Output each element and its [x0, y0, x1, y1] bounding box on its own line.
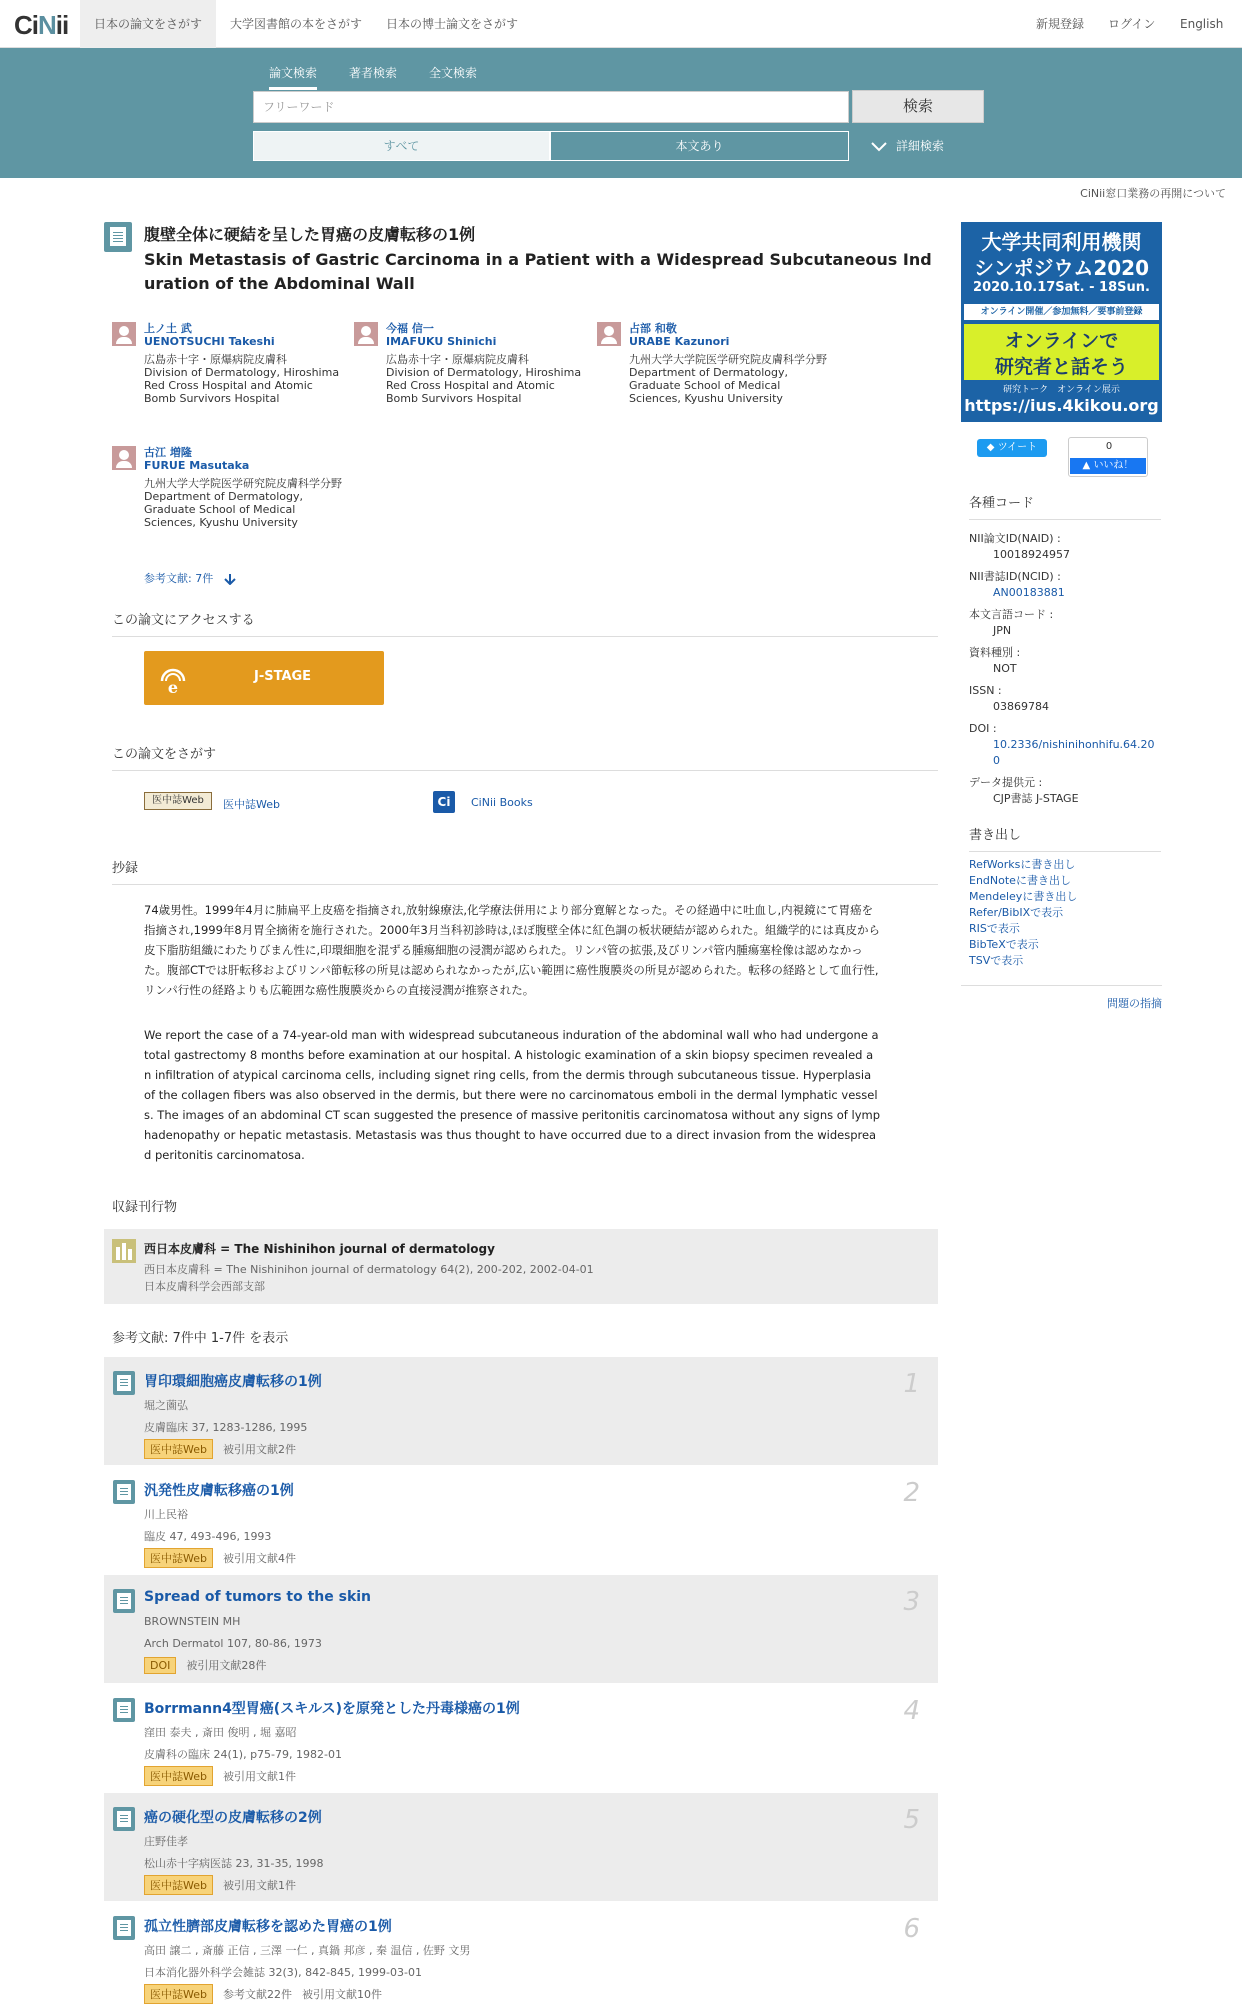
reference-authors: 窪田 泰夫 , 斎田 俊明 , 堀 嘉昭 [144, 1726, 297, 1739]
search-band [0, 48, 1242, 178]
reference-title[interactable]: Borrmann4型胃癌(スキルス)を原発とした丹毒様癌の1例 [144, 1701, 520, 1717]
top-bar [0, 0, 1242, 48]
find-heading: この論文をさがす [112, 743, 938, 771]
banner-line2: シンポジウム2020 [974, 256, 1149, 280]
tab-books[interactable]: 大学図書館の本をさがす [230, 17, 363, 31]
arrow-down-icon [223, 573, 237, 585]
cited-count[interactable]: 被引用文献1件 [222, 1879, 296, 1892]
reference-number: 5 [903, 1805, 920, 1835]
ncid-link[interactable]: AN00183881 [993, 586, 1065, 599]
journal-title[interactable]: 西日本皮膚科 = The Nishinihon journal of dermatology [144, 1242, 495, 1256]
document-icon [113, 1698, 135, 1722]
cited-count[interactable]: 被引用文献4件 [222, 1552, 296, 1565]
filter-fulltext[interactable]: 本文あり [550, 131, 849, 161]
reference-row [104, 1357, 938, 1465]
journal-bars-icon [112, 1239, 136, 1263]
ichushi-tag[interactable]: 医中誌Web [144, 1766, 213, 1786]
code-value: CJP書誌 J-STAGE [993, 792, 1079, 805]
cited-count[interactable]: 被引用文献1件 [222, 1770, 296, 1783]
avatar-icon [354, 322, 378, 346]
reference-authors: 川上民裕 [144, 1508, 188, 1521]
avatar-icon [112, 322, 136, 346]
reference-source: 日本消化器外科学会雑誌 32(3), 842-845, 1999-03-01 [144, 1966, 422, 1979]
cinii-books-icon[interactable]: Ci [433, 791, 455, 813]
references-heading: 参考文献: 7件中 1-7件 を表示 [112, 1331, 289, 1346]
ichushi-tag[interactable]: 医中誌Web [144, 1875, 213, 1895]
author-name-jp[interactable]: 占部 和敬 [629, 322, 677, 335]
journal-heading: 収録刊行物 [112, 1200, 178, 1215]
title-japanese: 腹壁全体に硬結を呈した胃癌の皮膚転移の1例 [144, 225, 476, 244]
banner-line1: 大学共同利用機関 [981, 230, 1142, 254]
reference-number: 3 [903, 1587, 920, 1617]
reference-count[interactable]: 参考文献22件 [222, 1988, 292, 2001]
svg-text:e: e [167, 678, 179, 695]
code-label: NII論文ID(NAID) : [969, 532, 1061, 545]
document-icon [113, 1480, 135, 1504]
doi-tag[interactable]: DOI [144, 1657, 176, 1674]
banner-line8: https://ius.4kikou.org [964, 396, 1159, 415]
symposium-banner[interactable] [961, 222, 1162, 422]
avatar-icon [112, 446, 136, 470]
code-value: JPN [993, 624, 1012, 637]
document-icon [113, 1916, 135, 1940]
export-links [969, 857, 1077, 969]
journal-publisher: 日本皮膚科学会西部支部 [144, 1280, 265, 1293]
author-name-jp[interactable]: 今福 信一 [386, 322, 434, 335]
author-name-en[interactable]: FURUE Masutaka [144, 459, 250, 472]
reference-source: 皮膚臨床 37, 1283-1286, 1995 [144, 1421, 308, 1434]
tab-papers[interactable]: 日本の論文をさがす [80, 0, 216, 48]
advanced-search-link[interactable] [870, 131, 944, 161]
reference-authors: 庄野佳孝 [144, 1835, 188, 1848]
code-label: DOI : [969, 722, 997, 735]
chevron-down-icon [870, 141, 888, 153]
like-widget [1068, 437, 1148, 477]
code-label: ISSN : [969, 684, 1002, 697]
codes-heading: 各種コード [969, 492, 1161, 520]
author-affiliation-en: Division of Dermatology, Hiroshima Red Cross Hospital and Atomic Bomb Survivors Hospital [144, 366, 340, 405]
ichushi-link[interactable]: 医中誌Web [223, 798, 280, 811]
reference-source: Arch Dermatol 107, 80-86, 1973 [144, 1637, 322, 1650]
like-button[interactable] [1070, 458, 1146, 474]
banner-line6: 研究者と話そう [994, 356, 1128, 378]
code-label: NII書誌ID(NCID) : [969, 570, 1061, 583]
author-affiliation-jp: 広島赤十字・原爆病院皮膚科 [144, 353, 287, 366]
tab-dissertations[interactable]: 日本の博士論文をさがす [386, 17, 519, 31]
author-name-en[interactable]: UENOTSUCHI Takeshi [144, 335, 275, 348]
export-bibtex[interactable]: BibTeXで表示 [969, 938, 1039, 951]
jstage-label: J-STAGE [254, 669, 312, 684]
title-english: Skin Metastasis of Gastric Carcinoma in a Patient with a Widespread Subcutaneous Induration of the Abdominal Wall [144, 250, 932, 293]
advanced-search-label: 詳細検索 [896, 139, 945, 153]
register-link[interactable]: 新規登録 [1036, 17, 1085, 31]
author-card [629, 322, 829, 405]
filter-all[interactable]: すべて [253, 131, 550, 161]
author-name-en[interactable]: URABE Kazunori [629, 335, 730, 348]
export-refworks[interactable]: RefWorksに書き出し [969, 858, 1076, 871]
document-icon [113, 1589, 135, 1613]
author-card [386, 322, 586, 405]
reference-number: 4 [903, 1696, 920, 1726]
bird-icon: ◆ [986, 442, 995, 453]
codes-list [969, 525, 1161, 807]
cinii-books-link[interactable]: CiNii Books [471, 796, 533, 809]
reference-authors: BROWNSTEIN MH [144, 1615, 241, 1628]
refs-jump-link[interactable] [144, 570, 237, 586]
login-link[interactable]: ログイン [1108, 17, 1156, 31]
export-mendeley[interactable]: Mendeleyに書き出し [969, 890, 1078, 903]
thumbs-up-icon: ▲ [1082, 460, 1091, 471]
author-name-jp[interactable]: 古江 増隆 [144, 446, 192, 459]
author-affiliation-en: Department of Dermatology, Graduate School of Medical Sciences, Kyushu University [144, 490, 304, 529]
access-heading: この論文にアクセスする [112, 609, 938, 637]
search-button[interactable]: 検索 [852, 90, 984, 123]
export-ris[interactable]: RISで表示 [969, 922, 1020, 935]
reference-authors: 堀之薗弘 [144, 1399, 188, 1412]
reference-number: 2 [903, 1478, 920, 1508]
reference-title[interactable]: 癌の硬化型の皮膚転移の2例 [144, 1810, 322, 1826]
code-label: データ提供元 : [969, 776, 1043, 789]
cinii-logo[interactable]: CiNii [14, 10, 69, 40]
reference-source: 皮膚科の臨床 24(1), p75-79, 1982-01 [144, 1748, 342, 1761]
reference-source: 松山赤十字病医誌 23, 31-35, 1998 [144, 1857, 324, 1870]
export-endnote[interactable]: EndNoteに書き出し [969, 874, 1071, 887]
tab-author-search[interactable]: 著者検索 [349, 66, 398, 80]
author-affiliation-jp: 広島赤十字・原爆病院皮膚科 [386, 353, 529, 366]
reference-authors: 高田 譲二 , 斎藤 正信 , 三澤 一仁 , 真鍋 邦彦 , 秦 温信 , 佐野 文男 [144, 1944, 471, 1957]
cited-count[interactable]: 被引用文献10件 [301, 1988, 382, 2001]
export-tsv[interactable]: TSVで表示 [969, 954, 1024, 967]
author-affiliation-jp: 九州大学大学院医学研究院皮膚科学分野 [629, 353, 827, 366]
notice-link[interactable]: CiNii窓口業務の再開について [1080, 187, 1226, 200]
jstage-button[interactable] [144, 651, 384, 705]
export-heading: 書き出し [969, 824, 1161, 852]
document-icon [113, 1371, 135, 1395]
jstage-e-icon [156, 661, 190, 695]
cited-count[interactable]: 被引用文献2件 [222, 1443, 296, 1456]
tweet-label: ツイート [997, 442, 1038, 453]
ichushi-tag[interactable]: 医中誌Web [144, 1984, 213, 2004]
reference-number: 6 [903, 1914, 920, 1944]
cited-count[interactable]: 被引用文献28件 [186, 1659, 267, 1672]
code-value: NOT [993, 662, 1017, 675]
avatar-icon [597, 322, 621, 346]
abstract-english: We report the case of a 74-year-old man with widespread subcutaneous induration of the abdominal wall who had undergone a total gastrectomy 8 months before examination at our hospital. A histologic examination of a skin biopsy specimen revealed an infiltration of atypical carcinoma cells, including signet ring cells, from the dermis through subcutaneous tissue. Hyperplasia of the collagen fibers was also observed in the dermis, but there were no carcinomatous emboli in the dermal lymphatic vessels. The images of an abdominal CT scan suggested the presence of massive peritonitis carcinomatosa without any signs of lymphadenopathy or hepatic metastasis. Metastasis was thus thought to have occurred due to a direct invasion from the widespread peritonitis carcinomatosa. [144, 1028, 881, 1162]
banner-line5: オンラインで [1004, 330, 1119, 352]
code-label: 本文言語コード : [969, 608, 1054, 621]
reference-number: 1 [903, 1369, 920, 1399]
reference-title[interactable]: 孤立性臍部皮膚転移を認めた胃癌の1例 [144, 1919, 392, 1935]
reference-title[interactable]: 胃印環細胞癌皮膚転移の1例 [144, 1374, 322, 1390]
article-icon [104, 222, 132, 256]
banner-line3: 2020.10.17Sat. - 18Sun. [973, 280, 1150, 295]
author-affiliation-en: Division of Dermatology, Hiroshima Red Cross Hospital and Atomic Bomb Survivors Hospital [386, 366, 582, 405]
reference-row [104, 1902, 938, 2000]
banner-line4: オンライン開催／参加無料／要事前登録 [964, 304, 1159, 320]
document-icon [113, 1807, 135, 1831]
reference-title[interactable]: Spread of tumors to the skin [144, 1589, 372, 1605]
author-name-en[interactable]: IMAFUKU Shinichi [386, 335, 497, 348]
report-problem-link[interactable]: 問題の指摘 [1107, 997, 1162, 1010]
code-value: 03869784 [993, 700, 1049, 713]
reference-row [104, 1793, 938, 1901]
tab-fulltext-search[interactable]: 全文検索 [429, 66, 478, 80]
code-label: 資料種別 : [969, 646, 1021, 659]
ichushi-tag[interactable]: 医中誌Web [144, 1548, 213, 1568]
journal-detail: 西日本皮膚科 = The Nishinihon journal of dermatology 64(2), 200-202, 2002-04-01 [144, 1263, 594, 1276]
code-value: 10018924957 [993, 548, 1070, 561]
reference-title[interactable]: 汎発性皮膚転移癌の1例 [144, 1483, 294, 1499]
abstract-japanese: 74歳男性。1999年4月に肺扁平上皮癌を指摘され,放射線療法,化学療法併用により部分寛解となった。その経過中に吐血し,内視鏡にて胃癌を指摘され,1999年8月胃全摘術を施行された。2000年3月当科初診時は,ほぼ腹壁全体に紅色調の板状硬結が認められた。組織学的には真皮から皮下脂肪組織にわたりびまん性に,印環細胞を混ずる腫瘍細胞の浸潤が認められた。リンパ管の拡張,及びリンパ管内腫瘍塞栓像は認めなかった。腹部CTでは肝転移およびリンパ節転移の所見は認められなかったが,広い範囲に癌性腹膜炎の所見が認められた。転移の経路として血行性,リンパ行性の経路よりも広範囲な癌性腹膜炎からの直接浸潤が推察された。 [144, 903, 880, 997]
reference-source: 臨皮 47, 493-496, 1993 [144, 1530, 272, 1543]
author-affiliation-jp: 九州大学大学院医学研究院皮膚科学分野 [144, 477, 342, 490]
author-card [144, 446, 344, 529]
like-count: 0 [1105, 441, 1113, 452]
author-affiliation-en: Department of Dermatology, Graduate School of Medical Sciences, Kyushu University [629, 366, 789, 405]
author-card [144, 322, 344, 405]
english-link[interactable]: English [1180, 17, 1224, 31]
refs-jump-label: 参考文献: 7件 [144, 572, 214, 585]
ichushi-tag[interactable]: 医中誌Web [144, 1439, 213, 1459]
tab-paper-search[interactable]: 論文検索 [269, 64, 317, 90]
reference-row [104, 1575, 938, 1683]
journal-box [104, 1229, 938, 1304]
like-label: いいね！ [1093, 460, 1134, 471]
banner-line7: 研究トーク オンライン展示 [1003, 385, 1120, 395]
doi-link[interactable]: 10.2336/nishinihonhifu.64.200 [993, 738, 1155, 767]
tweet-button[interactable] [977, 439, 1047, 457]
ichushi-logo[interactable]: 医中誌Web [144, 792, 212, 810]
author-name-jp[interactable]: 上ノ土 武 [144, 322, 192, 335]
reference-row [104, 1684, 938, 1792]
reference-row [104, 1466, 938, 1574]
abstract-heading: 抄録 [112, 857, 938, 885]
search-input[interactable]: フリーワード [253, 91, 849, 123]
export-refer[interactable]: Refer/BibIXで表示 [969, 906, 1064, 919]
